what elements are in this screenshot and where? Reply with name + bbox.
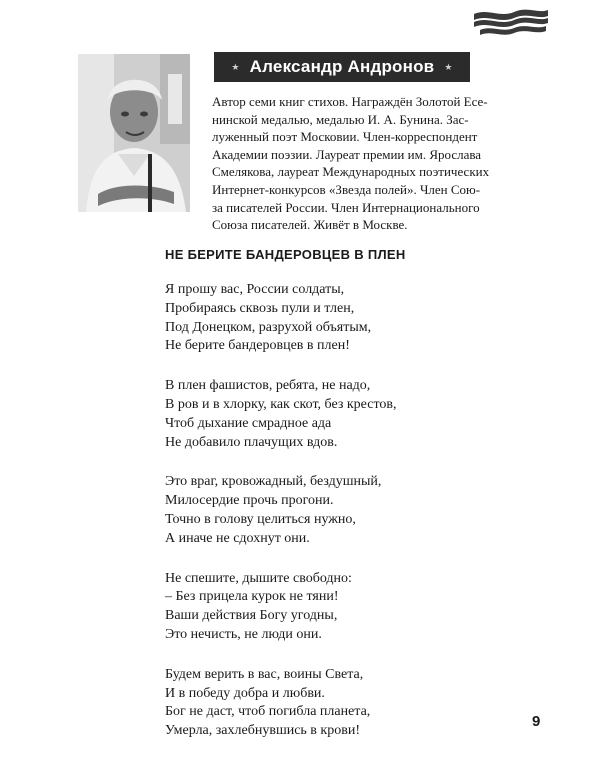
bio-line: Союза писателей. Живёт в Москве.: [212, 217, 408, 233]
poem-line: Это враг, кровожадный, бездушный,: [165, 474, 382, 490]
bio-line: Автор семи книг стихов. Награждён Золотой Есе-: [212, 94, 488, 109]
poem-title: НЕ БЕРИТЕ БАНДЕРОВЦЕВ В ПЛЕН: [165, 247, 406, 262]
poem-line: Я прошу вас, России солдаты,: [165, 282, 345, 297]
poem-line: Точно в голову целиться нужно,: [165, 511, 356, 527]
poem-line: В ров и в хлорку, как скот, без крестов,: [165, 396, 397, 412]
poem-line: Чтоб дыхание смрадное ада: [165, 415, 332, 431]
poem-line: Бог не даст, чтоб погибла планета,: [165, 704, 371, 720]
author-name-banner: [214, 52, 470, 82]
poem-body: [165, 281, 397, 762]
bio-line: за писателей России. Член Интернационального: [212, 199, 480, 215]
bio-line: Смелякова, лауреат Международных поэтических: [212, 164, 490, 180]
poem-line: Пробираясь сквозь пули и тлен,: [165, 300, 355, 316]
poem-line: Ваши действия Богу угодны,: [165, 608, 338, 624]
poem-stanza: [165, 377, 397, 452]
poem-line: Это нечисть, не люди они.: [165, 626, 322, 642]
author-bio: [212, 93, 490, 234]
bio-line: луженный поэт Московии. Член-корреспондент: [212, 129, 478, 145]
poem-line: Не спешите, дышите свободно:: [165, 570, 352, 586]
page-number: 9: [532, 713, 541, 730]
bio-line: нинской медалью, медалью И. А. Бунина. Зас-: [212, 111, 469, 127]
star-icon: ★: [231, 61, 240, 72]
ribbon-emblem-icon: [470, 4, 552, 40]
poem-line: Не добавило плачущих вдов.: [165, 434, 338, 450]
star-icon: ★: [444, 61, 453, 72]
bio-line: Интернет-конкурсов «Звезда полей». Член Сою-: [212, 181, 481, 197]
poem-stanza: [165, 281, 397, 356]
author-name: Александр Андронов: [249, 57, 435, 76]
author-portrait: [78, 54, 190, 212]
poem-line: А иначе не сдохнут они.: [165, 530, 310, 546]
poem-stanza: [165, 666, 397, 741]
poem-stanza: [165, 473, 397, 548]
poem-line: – Без прицела курок не тяни!: [165, 589, 339, 605]
poem-line: В плен фашистов, ребята, не надо,: [165, 378, 371, 394]
poem-stanza: [165, 570, 397, 645]
poem-line: Под Донецком, разрухой объятым,: [165, 319, 372, 335]
poem-line: Милосердие прочь прогони.: [165, 493, 334, 509]
poem-line: Не берите бандеровцев в плен!: [165, 338, 350, 354]
portrait-image: [78, 54, 190, 212]
bio-line: Академии поэзии. Лауреат премии им. Ярослава: [212, 146, 482, 162]
poem-line: И в победу добра и любви.: [165, 685, 325, 701]
poem-line: Умерла, захлебнувшись в крови!: [165, 723, 360, 739]
poem-line: Будем верить в вас, воины Света,: [165, 666, 364, 682]
